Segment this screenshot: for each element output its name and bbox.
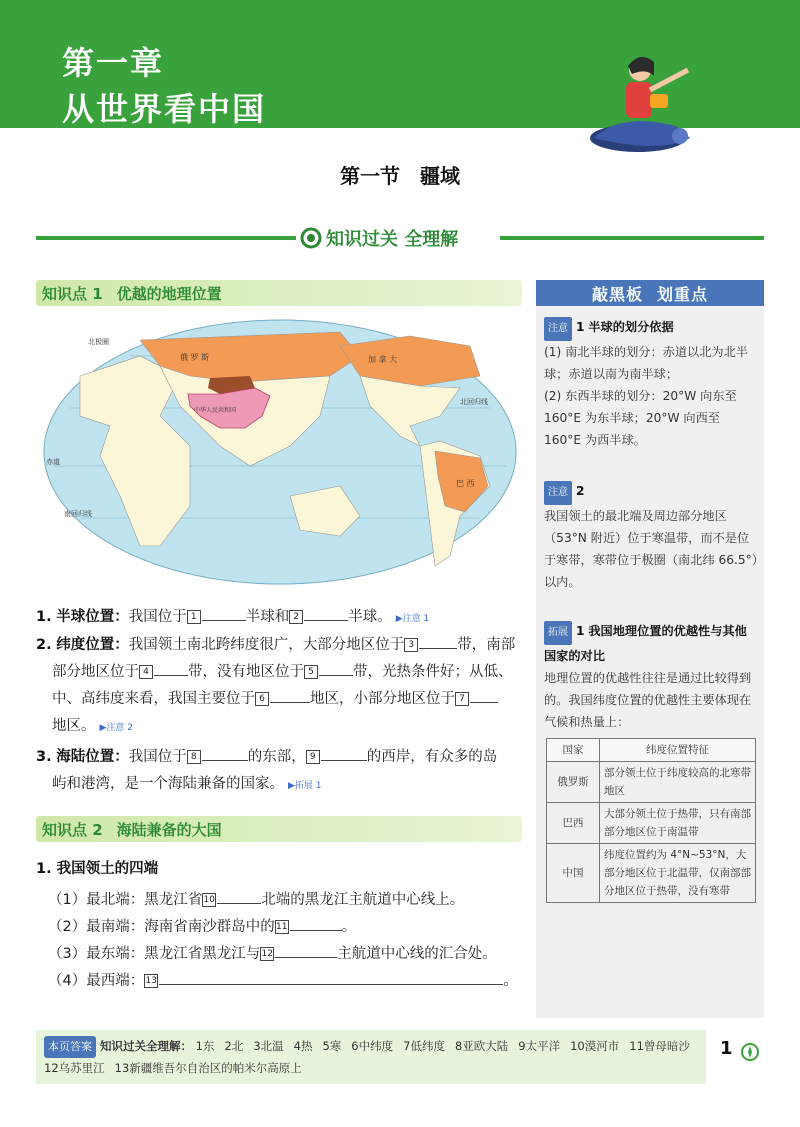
answer-blank-4[interactable]: [154, 659, 188, 676]
comparison-table: [546, 738, 756, 903]
q4-item4-b: 。: [503, 973, 518, 989]
q2-line1-a: 我国领土南北跨纬度很广，大部分地区位于: [128, 637, 405, 653]
answer-item: 7低纬度: [403, 1039, 445, 1053]
section-title: [0, 160, 800, 189]
answer-item: 6中纬度: [351, 1039, 394, 1053]
note2-num: 2: [576, 484, 585, 498]
table-header-country: 国家: [547, 739, 600, 762]
q4-head: 1. 我国领土的四端: [36, 861, 159, 877]
ext-num: 1: [576, 624, 585, 638]
q3-line1-c: 的西岸，有众多的岛: [366, 749, 498, 765]
table-cell-feature: 大部分领土位于热带，只有南部部分地区位于南温带: [600, 803, 756, 844]
q3-head: 海陆位置：: [56, 749, 129, 765]
answer-item: 9太平洋: [518, 1039, 561, 1053]
label-equator: 赤道: [46, 458, 60, 466]
sidebar-extension-1: [544, 620, 758, 733]
banner-line-right: [500, 236, 764, 240]
answer-list: [44, 1036, 704, 1078]
blank-number-9: 9: [306, 750, 320, 764]
rocket-illustration: [580, 40, 700, 160]
kp1-title: 优越的地理位置: [116, 284, 222, 303]
q2-line4: 地区。: [52, 718, 96, 734]
answer-item: 2北: [224, 1039, 244, 1053]
blank-number-6: 6: [255, 692, 269, 706]
q1-head: 半球位置：: [56, 609, 129, 625]
answer-blank-13[interactable]: [159, 968, 503, 985]
kp1-number: 知识点 1: [42, 284, 103, 303]
knowledge-point-1-bar: [36, 280, 522, 306]
q1-text-2: 半球和: [245, 609, 290, 625]
swirl-icon: [300, 227, 322, 249]
sidebar-header: [536, 280, 764, 306]
answer-item: 13新疆维吾尔自治区的帕米尔高原上: [114, 1061, 302, 1075]
chapter-title: 从世界看中国: [62, 90, 267, 128]
answer-blank-1[interactable]: [202, 604, 246, 621]
q3-line2: 屿和港湾，是一个海陆兼备的国家。: [52, 776, 284, 792]
answer-item: 12乌苏里江: [44, 1061, 105, 1075]
q4-item3-b: 主航道中心线的汇合处。: [337, 946, 497, 962]
banner-line-left: [36, 236, 296, 240]
answer-item: 10漠河市: [570, 1039, 620, 1053]
q3-line1-a: 我国位于: [128, 749, 187, 765]
q1-text-1: 我国位于: [128, 609, 187, 625]
note1-para-1: (1) 南北半球的划分：赤道以北为北半球；赤道以南为南半球；: [544, 345, 748, 381]
q4-item-4: [36, 968, 522, 995]
sidebar-note-1: [544, 316, 758, 451]
answer-blank-3[interactable]: [419, 632, 457, 649]
ext-title: 我国地理位置的优越性与其他国家的对比: [544, 624, 747, 663]
blank-number-13: 13: [145, 976, 157, 986]
sidebar-note-2: [544, 480, 758, 593]
note2-tag: 注意: [544, 481, 572, 505]
q4-item3-a: （3）最东端：黑龙江省黑龙江与: [48, 946, 261, 962]
table-cell-country: 俄罗斯: [547, 762, 600, 803]
blank-number-5: 5: [304, 665, 318, 679]
answer-blank-11[interactable]: [290, 914, 342, 931]
answer-blank-12[interactable]: [275, 941, 337, 958]
knowledge-banner: [300, 224, 496, 252]
q2-num: 2.: [36, 637, 52, 653]
question-2: [36, 632, 522, 742]
table-cell-feature: 纬度位置约为 4°N~53°N，大部分地区位于北温带，仅南部部分地区位于热带，没有寒带: [600, 844, 756, 903]
answer-lead: 知识过关全理解：: [100, 1039, 192, 1053]
q4-item2-b: 。: [341, 919, 357, 935]
chapter-number: 第一章: [62, 44, 165, 82]
q2-line3-b: 地区，小部分地区位于: [310, 691, 455, 707]
q2-line2-a: 部分地区位于: [52, 664, 139, 680]
table-cell-country: 中国: [547, 844, 600, 903]
table-header-feature: 纬度位置特征: [600, 739, 756, 762]
answer-blank-5[interactable]: [319, 659, 353, 676]
table-cell-feature: 部分领土位于纬度较高的北寒带地区: [600, 762, 756, 803]
table-cell-country: 巴西: [547, 803, 600, 844]
question-1: [36, 604, 522, 633]
compass-icon: [740, 1042, 760, 1062]
section-name: 疆域: [420, 164, 460, 188]
table-header-row: [547, 739, 756, 762]
question-3: [36, 744, 522, 800]
answer-blank-7[interactable]: [470, 686, 498, 703]
q4-item1-a: （1）最北端：黑龙江省: [48, 892, 203, 908]
answer-item: 8亚欧大陆: [454, 1039, 509, 1053]
blank-number-7: 7: [455, 692, 469, 706]
q3-line1-b: 的东部，: [247, 749, 306, 765]
q2-line1-b: 带，南部: [457, 637, 516, 653]
answer-item: 1东: [195, 1039, 215, 1053]
ext-tag: 拓展: [544, 621, 572, 645]
blank-number-11: 11: [276, 922, 288, 932]
kp2-title: 海陆兼备的大国: [116, 820, 222, 839]
answer-blank-10[interactable]: [217, 887, 261, 904]
blank-number-1: 1: [187, 610, 201, 624]
note1-num: 1: [576, 320, 585, 334]
kp2-number: 知识点 2: [42, 820, 103, 839]
blank-number-4: 4: [139, 665, 153, 679]
answer-item: 11曾母暗沙: [629, 1039, 690, 1053]
world-map: [40, 316, 520, 588]
label-canada: 加 拿 大: [368, 355, 398, 364]
label-russia: 俄 罗 斯: [180, 353, 210, 362]
q4-item1-b: 北端的黑龙江主航道中心线上。: [261, 892, 465, 908]
section-number: 第一节: [340, 164, 400, 188]
sidebar-header-b: 划重点: [657, 284, 709, 304]
label-tropic-south: 南回归线: [64, 510, 92, 518]
q4-item-2: [36, 914, 522, 941]
blank-number-2: 2: [289, 610, 303, 624]
answer-blank-8[interactable]: [202, 744, 248, 761]
label-brazil: 巴 西: [456, 479, 475, 488]
blank-number-8: 8: [187, 750, 201, 764]
knowledge-point-2-bar: [36, 816, 522, 842]
answer-item: 3北温: [253, 1039, 284, 1053]
q2-note-tag[interactable]: ▶注意 2: [99, 723, 134, 733]
q2-line2-b: 带，没有地区位于: [188, 664, 304, 680]
q1-text-3: 半球。: [348, 609, 392, 625]
q4-item-3: [36, 941, 522, 968]
answer-blank-9[interactable]: [321, 744, 367, 761]
note1-para-2: (2) 东西半球的划分：20°W 向东至 160°E 为东半球；20°W 向西至 160°E 为西半球。: [544, 389, 737, 447]
blank-number-10: 10: [203, 895, 215, 905]
q4-item2-a: （2）最南端：海南省南沙群岛中的: [48, 919, 275, 935]
q2-head: 纬度位置：: [56, 637, 129, 653]
table-row: [547, 844, 756, 903]
answer-item: 4热: [293, 1039, 313, 1053]
label-arctic: 北极圈: [88, 338, 109, 346]
q3-ext-tag[interactable]: ▶拓展 1: [288, 781, 322, 791]
answer-item: 5寒: [322, 1039, 342, 1053]
question-4: [36, 856, 522, 995]
blank-number-12: 12: [261, 949, 273, 959]
q2-line2-c: 带，光热条件好；从低、: [353, 664, 513, 680]
blank-number-3: 3: [404, 638, 418, 652]
ext-para: 地理位置的优越性往往是通过比较得到的。我国纬度位置的优越性主要体现在气候和热量上：: [544, 671, 752, 729]
q3-num: 3.: [36, 749, 52, 765]
table-row: [547, 803, 756, 844]
page-number: 1: [720, 1038, 733, 1059]
table-row: [547, 762, 756, 803]
banner-label: 知识过关 全理解: [326, 229, 459, 250]
sidebar-header-a: 敲黑板: [591, 284, 643, 304]
q2-line3-a: 中、高纬度来看，我国主要位于: [52, 691, 255, 707]
note2-para: 我国领土的最北端及周边部分地区（53°N 附近）位于寒温带，而不是位于寒带，寒带位于极圈（南北纬 66.5°）以内。: [544, 509, 758, 589]
q4-item4-a: （4）最西端：: [48, 973, 145, 989]
label-china: 中华人民共和国: [194, 407, 237, 414]
label-tropic-north: 北回归线: [460, 398, 488, 406]
note1-tag: 注意: [544, 317, 572, 341]
q1-note-tag[interactable]: ▶注意 1: [395, 614, 430, 624]
q1-num: 1.: [36, 609, 52, 625]
answer-tag: 本页答案: [44, 1036, 96, 1058]
note1-title: 半球的划分依据: [588, 320, 674, 334]
answer-blank-2[interactable]: [304, 604, 348, 621]
q4-item-1: [36, 887, 522, 914]
answer-blank-6[interactable]: [270, 686, 310, 703]
